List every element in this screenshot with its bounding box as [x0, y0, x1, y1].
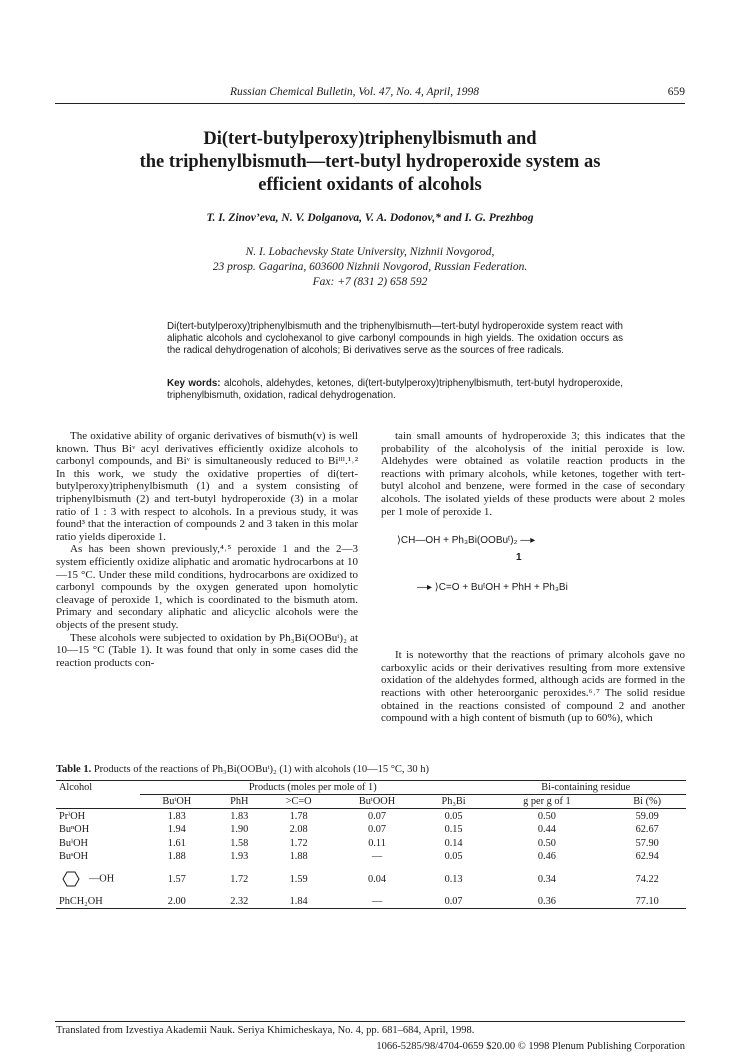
value-cell: 2.08	[289, 824, 308, 835]
page-number: 659	[667, 86, 685, 98]
value-cell: 2.00	[140, 895, 214, 909]
affiliation	[60, 245, 680, 290]
value-cell: 1.58	[230, 837, 249, 849]
head-products: Products (moles per mole of 1)	[140, 781, 485, 795]
footer-rule	[55, 1021, 685, 1022]
table-row	[56, 895, 686, 909]
value-cell: 62.67	[635, 824, 659, 835]
value-cell: 0.07	[422, 895, 486, 909]
sub-header: BuᵗOH	[140, 795, 214, 809]
value-cell: 1.59	[289, 873, 308, 885]
scheme-reactants: ⟩CH—OH + Ph₃Bi(OOBuᵗ)₂ —▸	[397, 535, 536, 547]
value-cell: 1.88	[289, 851, 308, 862]
body-paragraph: It is noteworthy that the reactions of primary alcohols gave no carboxylic acids or their derivatives resulting from more extensive oxidation of the aldehydes formed, although acids are formed in the reactions with other heteroorganic peroxides.⁶˒⁷ The solid residue obtained in the reactions consisted of compound 2 and another compound with a high content of bismuth (up to 60%), which	[381, 649, 685, 725]
table-row	[56, 836, 686, 850]
value-cell: 0.15	[444, 824, 463, 835]
sub-header: g per g of 1	[485, 795, 608, 809]
sub-header: Ph₃Bi	[422, 795, 486, 809]
table-label: Table 1.	[56, 764, 92, 775]
alcohol-cell: PrⁱOH	[59, 811, 86, 822]
affiliation-line-2: 23 prosp. Gagarina, 603600 Nizhnii Novgorod, Russian Federation.	[212, 261, 528, 273]
value-cell: 1.90	[230, 824, 249, 835]
abstract: Di(tert-butylperoxy)triphenylbismuth and the triphenylbismuth—tert-butyl hydroperoxide system react with aliphatic alcohols and cyclohexanol to give carbonyl compounds in high yields. The oxidation occurs as the radical dehydrogenation of alcohols; Bi derivatives serve as the sources of free radicals.	[167, 321, 623, 357]
value-cell: 0.13	[444, 873, 463, 885]
body-paragraph: The oxidative ability of organic derivatives of bismuth(v) is well known. Thus Biᵛ acyl derivatives efficiently oxidize alcohols to carbonyl compounds, and Biᵛ is simultaneously reduced to Biᴵᴵᴵ.¹˒² In this work, we study the oxidative properties of di(tert-butylperoxy)triphenylbismuth (1) and a system consisting of triphenylbismuth (2) and tert-butyl hydroperoxide (3) in a molar ratio of 1 : 3 with respect to alcohols. In a previous study, it was found³ that the interaction of compounds 2 and 3 taken in this molar ratio yields diperoxide 1.	[56, 430, 358, 543]
body-column-left	[56, 430, 358, 669]
keywords	[167, 378, 623, 402]
translation-note: Translated from Izvestiya Akademii Nauk. Seriya Khimicheskaya, No. 4, pp. 681–684, April, 1998.	[56, 1025, 475, 1036]
value-cell: 0.36	[485, 895, 608, 909]
alcohol-cell: BuⁱOH	[59, 838, 88, 849]
value-cell: 59.09	[635, 810, 659, 822]
value-cell: 74.22	[635, 873, 659, 885]
value-cell: 0.46	[537, 851, 556, 862]
value-cell: 1.57	[167, 873, 186, 885]
value-cell: 0.07	[368, 810, 387, 822]
keywords-text: alcohols, aldehydes, ketones, di(tert-butylperoxy)triphenylbismuth, tert-butyl hydroperoxide, triphenylbismuth, oxidation, radical dehydrogenation.	[167, 378, 623, 402]
value-cell: 1.72	[230, 873, 249, 885]
cyclohexanol-hydroxyl: —OH	[89, 873, 115, 885]
scheme-compound-number: 1	[516, 552, 522, 564]
keywords-label: Key words:	[167, 378, 221, 389]
value-cell: 0.44	[537, 824, 556, 835]
body-paragraph: These alcohols were subjected to oxidation by Ph₃Bi(OOBuᵗ)₂ at 10—15 °C (Table 1). It was found that only in some cases did the reaction products con-	[56, 631, 358, 669]
table-row	[56, 863, 686, 895]
value-cell: 0.04	[368, 873, 387, 885]
value-cell: 1.83	[167, 810, 186, 822]
value-cell: 1.83	[230, 810, 249, 822]
alcohol-cell: PhCH₂OH	[56, 895, 140, 909]
title-line-1: Di(tert-butylperoxy)triphenylbismuth and	[203, 129, 537, 149]
value-cell: 62.94	[635, 851, 659, 862]
value-cell: —	[332, 895, 421, 909]
value-cell: 0.34	[537, 873, 556, 885]
header-rule	[55, 103, 685, 104]
journal-citation: Russian Chemical Bulletin, Vol. 47, No. 4, April, 1998	[230, 86, 479, 98]
running-head	[230, 86, 685, 98]
value-cell: 0.11	[368, 837, 386, 849]
copyright-line: 1066-5285/98/4704-0659 $20.00 © 1998 Plenum Publishing Corporation	[376, 1041, 685, 1052]
value-cell: 1.78	[289, 810, 308, 822]
reaction-scheme	[381, 530, 685, 635]
value-cell: 1.84	[265, 895, 332, 909]
sub-header: BuᵗOOH	[332, 795, 421, 809]
scheme-products: —▸ ⟩C=O + BuᵗOH + PhH + Ph₃Bi	[417, 582, 568, 594]
value-cell: 57.90	[635, 837, 659, 849]
sub-header: Bi (%)	[608, 795, 686, 809]
value-cell: 0.05	[444, 851, 463, 862]
value-cell: 0.50	[537, 837, 556, 849]
value-cell: 0.05	[444, 810, 463, 822]
body-paragraph: tain small amounts of hydroperoxide 3; this indicates that the probability of the alcoholysis of the initial peroxide is low. Aldehydes were obtained as volatile reaction products in the reactions with primary alcohols, while ketones, together with tert-butyl alcohol and benzene, were formed in the case of secondary alcohols. The isolated yields of these products were about 2 moles per 1 mole of peroxide 1.	[381, 430, 685, 518]
value-cell: 1.93	[230, 851, 249, 862]
value-cell: 1.94	[167, 824, 186, 835]
sub-header: >C=O	[265, 795, 332, 809]
value-cell: —	[371, 851, 383, 862]
cyclohexane-ring-icon	[59, 870, 89, 888]
value-cell: 1.72	[289, 837, 308, 849]
value-cell: 0.50	[537, 810, 556, 822]
sub-header: PhH	[214, 795, 265, 809]
table-caption	[56, 764, 686, 775]
author-list: T. I. Zinov’eva, N. V. Dolganova, V. A. Dodonov,* and I. G. Prezhbog	[206, 212, 534, 224]
alcohol-cell: BuⁿOH	[59, 824, 90, 835]
table-caption-text: Products of the reactions of Ph₃Bi(OOBuᵗ)₂ (1) with alcohols (10—15 °C, 30 h)	[93, 764, 430, 775]
body-paragraph: As has been shown previously,⁴˒⁵ peroxide 1 and the 2—3 system efficiently oxidize aliphatic and aromatic hydrocarbons at 10—15 °C. Under these mild conditions, hydrocarbons are oxidized to carbonyl compounds by the oxygen generated upon homolytic cleavage of peroxide 1, which is coordinated to the bismuth atom. Primary and secondary aliphatic and alicyclic alcohols were the objects of the present study.	[56, 543, 358, 631]
table-row	[56, 850, 686, 863]
value-cell: 0.07	[368, 824, 387, 835]
alcohol-cell: BuˢOH	[59, 851, 89, 862]
table-row	[56, 823, 686, 836]
products-table	[56, 780, 686, 909]
head-residue: Bi-containing residue	[485, 781, 686, 795]
table-row	[56, 809, 686, 824]
title-line-3: efficient oxidants of alcohols	[258, 175, 482, 195]
value-cell: 1.61	[167, 837, 186, 849]
value-cell: 2.32	[214, 895, 265, 909]
affiliation-line-1: N. I. Lobachevsky State University, Nizhnii Novgorod,	[245, 246, 495, 258]
affiliation-fax: Fax: +7 (831 2) 658 592	[312, 276, 428, 288]
value-cell: 0.14	[444, 837, 463, 849]
value-cell: 1.88	[167, 851, 186, 862]
article-title	[60, 128, 680, 197]
alcohol-cell	[56, 863, 140, 895]
body-column-right	[381, 430, 685, 725]
value-cell: 77.10	[608, 895, 686, 909]
head-alcohol: Alcohol	[56, 781, 140, 809]
title-line-2: the triphenylbismuth—tert-butyl hydroperoxide system as	[139, 152, 601, 172]
